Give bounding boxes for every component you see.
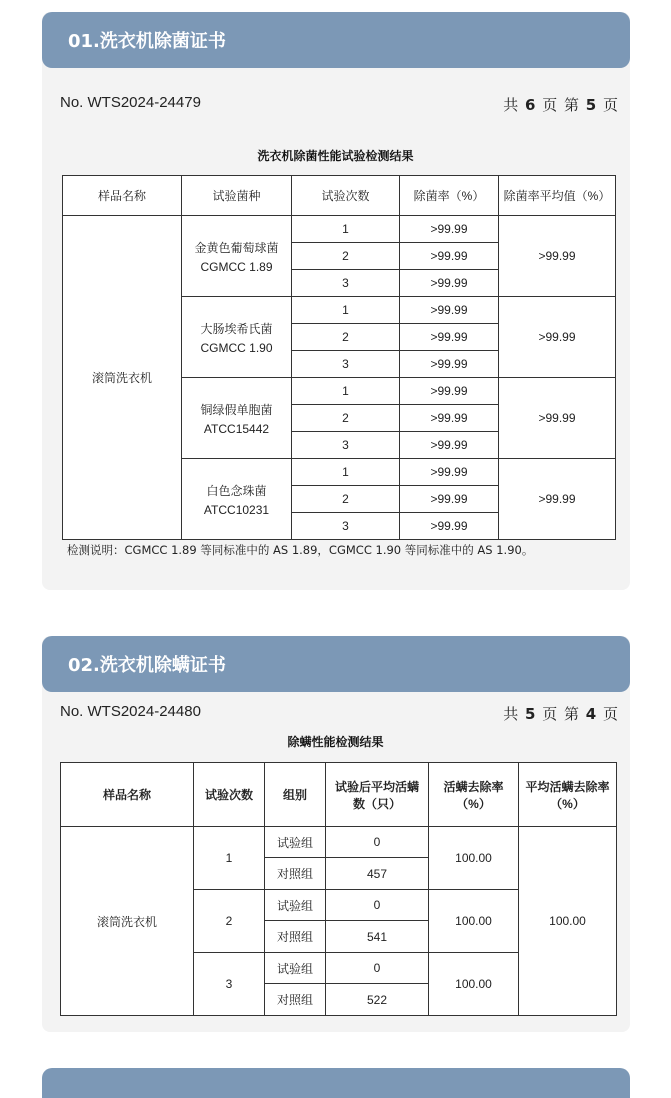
removal-rate-cell: >99.99 bbox=[400, 405, 499, 432]
group-label-cell: 对照组 bbox=[265, 858, 326, 890]
section1-table-title: 洗衣机除菌性能试验检测结果 bbox=[257, 149, 414, 163]
header-cell: 试验菌种 bbox=[182, 176, 292, 216]
average-removal-rate-cell: 100.00 bbox=[519, 827, 617, 1016]
run-number-cell: 3 bbox=[292, 270, 400, 297]
removal-rate-cell: >99.99 bbox=[400, 513, 499, 540]
sample-name-cell: 滚筒洗衣机 bbox=[61, 827, 194, 1016]
removal-rate-cell: >99.99 bbox=[400, 378, 499, 405]
average-rate-cell: >99.99 bbox=[499, 216, 616, 297]
strain-name: 金黄色葡萄球菌 bbox=[194, 240, 279, 255]
strain-name: 铜绿假单胞菌 bbox=[200, 402, 273, 417]
strain-code: CGMCC 1.90 bbox=[200, 340, 273, 355]
group-label-cell: 试验组 bbox=[265, 890, 326, 921]
section1-header bbox=[42, 12, 630, 68]
run-number-cell: 2 bbox=[292, 324, 400, 351]
run-number-cell: 1 bbox=[292, 459, 400, 486]
mite-removal-rate-cell: 100.00 bbox=[429, 827, 519, 890]
run-number-cell: 1 bbox=[194, 827, 265, 890]
header-cell: 活螨去除率（%） bbox=[429, 763, 519, 827]
section2-title: 02.洗衣机除螨证书 bbox=[68, 655, 226, 676]
section2-table-title: 除螨性能检测结果 bbox=[287, 735, 384, 749]
section1-doc-no: No. WTS2024-24479 bbox=[60, 94, 201, 111]
mite-removal-rate-cell: 100.00 bbox=[429, 953, 519, 1016]
group-label-cell: 对照组 bbox=[265, 921, 326, 953]
run-number-cell: 2 bbox=[292, 486, 400, 513]
average-rate-cell: >99.99 bbox=[499, 378, 616, 459]
average-rate-cell: >99.99 bbox=[499, 297, 616, 378]
group-label-cell: 试验组 bbox=[265, 953, 326, 984]
run-number-cell: 2 bbox=[292, 243, 400, 270]
removal-rate-cell: >99.99 bbox=[400, 351, 499, 378]
table-header-row bbox=[63, 176, 616, 216]
mite-count-cell: 0 bbox=[326, 953, 429, 984]
mite-count-cell: 0 bbox=[326, 827, 429, 858]
header-cell: 试验后平均活螨数（只） bbox=[326, 763, 429, 827]
strain-code: ATCC15442 bbox=[203, 421, 270, 436]
run-number-cell: 3 bbox=[292, 432, 400, 459]
strain-cell bbox=[182, 297, 292, 378]
section1-note: 检测说明：CGMCC 1.89 等同标准中的 AS 1.89，CGMCC 1.90 等同标准中的 AS 1.90。 bbox=[67, 543, 534, 557]
run-number-cell: 1 bbox=[292, 297, 400, 324]
section1-page-indicator: 共 6 页 第 5 页 bbox=[503, 96, 619, 114]
removal-rate-cell: >99.99 bbox=[400, 216, 499, 243]
sterilization-results-table bbox=[62, 175, 616, 540]
header-cell: 试验次数 bbox=[194, 763, 265, 827]
strain-code: ATCC10231 bbox=[203, 502, 270, 517]
group-label-cell: 对照组 bbox=[265, 984, 326, 1016]
mite-removal-results-table bbox=[60, 762, 617, 1016]
strain-cell bbox=[182, 378, 292, 459]
mite-count-cell: 522 bbox=[326, 984, 429, 1016]
removal-rate-cell: >99.99 bbox=[400, 459, 499, 486]
section3-header bbox=[42, 1068, 630, 1098]
run-number-cell: 3 bbox=[292, 513, 400, 540]
group-label-cell: 试验组 bbox=[265, 827, 326, 858]
header-cell: 除菌率平均值（%） bbox=[499, 176, 616, 216]
run-number-cell: 3 bbox=[292, 351, 400, 378]
run-number-cell: 3 bbox=[194, 953, 265, 1016]
run-number-cell: 2 bbox=[292, 405, 400, 432]
header-cell: 试验次数 bbox=[292, 176, 400, 216]
table-row bbox=[63, 216, 616, 243]
section2-header bbox=[42, 636, 630, 692]
header-cell: 样品名称 bbox=[63, 176, 182, 216]
section2-doc-no: No. WTS2024-24480 bbox=[60, 703, 201, 720]
section2-page-indicator: 共 5 页 第 4 页 bbox=[503, 705, 619, 723]
sample-name-cell: 滚筒洗衣机 bbox=[63, 216, 182, 540]
strain-cell bbox=[182, 216, 292, 297]
strain-name: 白色念珠菌 bbox=[206, 483, 267, 498]
removal-rate-cell: >99.99 bbox=[400, 243, 499, 270]
strain-code: CGMCC 1.89 bbox=[200, 259, 273, 274]
removal-rate-cell: >99.99 bbox=[400, 486, 499, 513]
header-cell: 组别 bbox=[265, 763, 326, 827]
header-cell: 平均活螨去除率（%） bbox=[519, 763, 617, 827]
removal-rate-cell: >99.99 bbox=[400, 270, 499, 297]
mite-count-cell: 457 bbox=[326, 858, 429, 890]
mite-count-cell: 541 bbox=[326, 921, 429, 953]
header-cell: 除菌率（%） bbox=[400, 176, 499, 216]
removal-rate-cell: >99.99 bbox=[400, 297, 499, 324]
run-number-cell: 2 bbox=[194, 890, 265, 953]
removal-rate-cell: >99.99 bbox=[400, 324, 499, 351]
mite-removal-rate-cell: 100.00 bbox=[429, 890, 519, 953]
run-number-cell: 1 bbox=[292, 378, 400, 405]
table-row bbox=[61, 827, 617, 858]
table-header-row bbox=[61, 763, 617, 827]
removal-rate-cell: >99.99 bbox=[400, 432, 499, 459]
mite-count-cell: 0 bbox=[326, 890, 429, 921]
header-cell: 样品名称 bbox=[61, 763, 194, 827]
strain-cell bbox=[182, 459, 292, 540]
average-rate-cell: >99.99 bbox=[499, 459, 616, 540]
section1-title: 01.洗衣机除菌证书 bbox=[68, 31, 226, 52]
strain-name: 大肠埃希氏菌 bbox=[200, 321, 273, 336]
run-number-cell: 1 bbox=[292, 216, 400, 243]
